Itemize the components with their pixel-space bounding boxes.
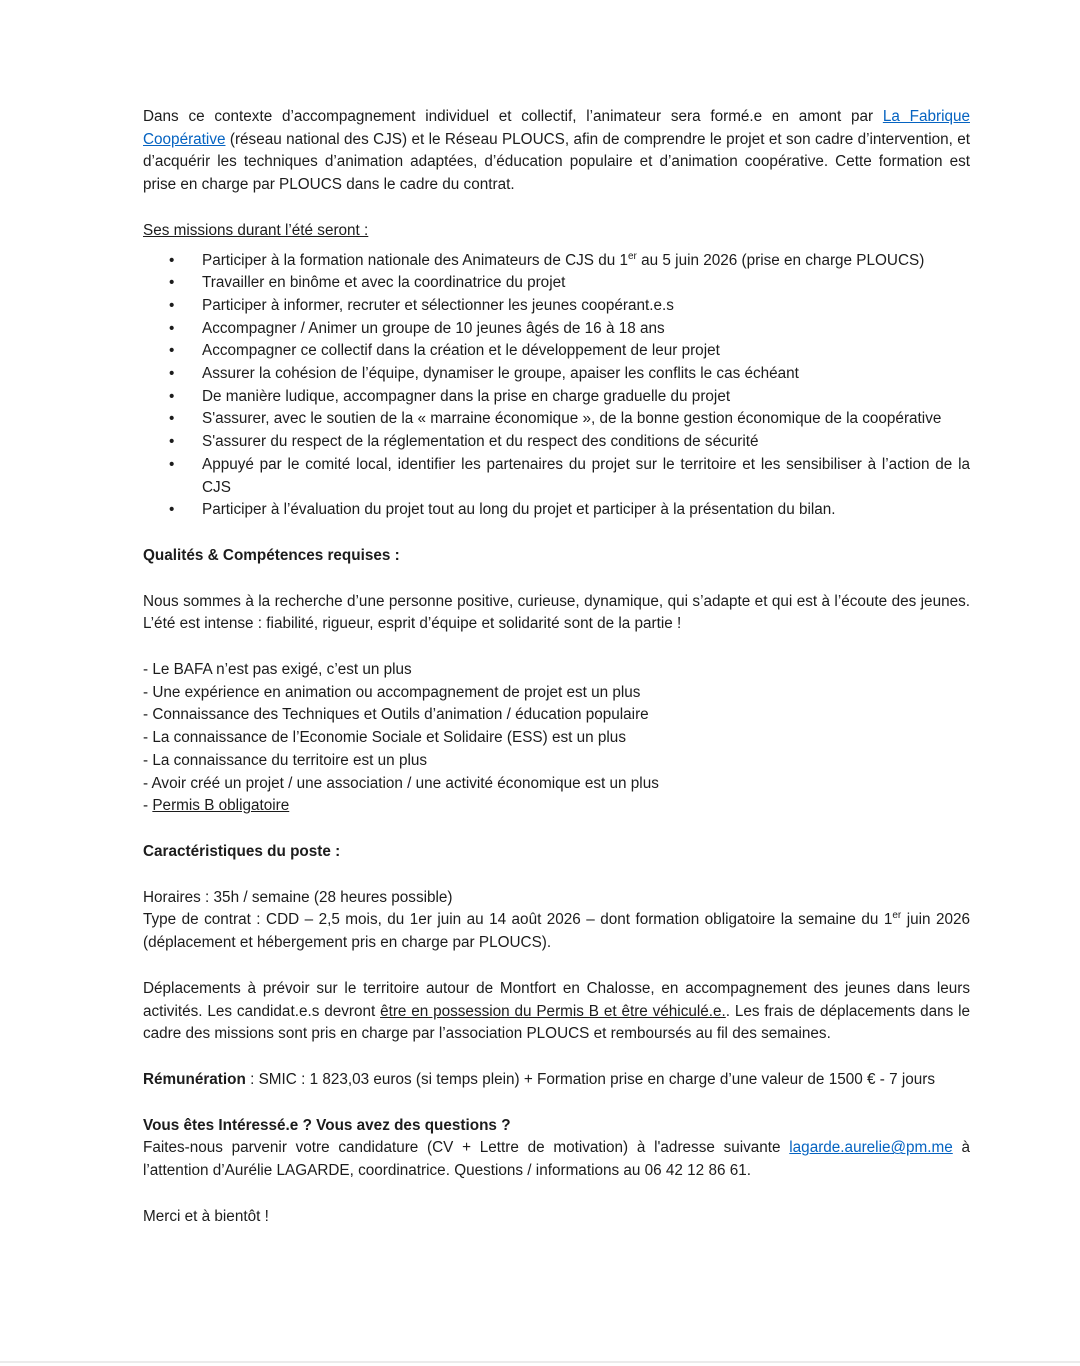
quality-item: - La connaissance du territoire est un plus: [143, 751, 428, 769]
ordinal-superscript: er: [628, 250, 637, 262]
post-details-block: [143, 887, 970, 955]
mission-item: • Participer à informer, recruter et sélectionner les jeunes coopérant.e.s: [202, 295, 970, 318]
remuneration-label: Rémunération: [143, 1070, 246, 1088]
mission-item: • Assurer la cohésion de l’équipe, dynamiser le groupe, apaiser les conflits le cas échéant: [202, 363, 970, 386]
quality-item: - Une expérience en animation ou accompagnement de projet est un plus: [143, 683, 641, 701]
deplacements-paragraph: [143, 978, 970, 1046]
mission-item: • S'assurer, avec le soutien de la « marraine économique », de la bonne gestion économique de la coopérative: [202, 408, 970, 431]
contact-text-before-email: Faites-nous parvenir votre candidature (CV + Lettre de motivation) à l'adresse suivante: [143, 1139, 790, 1157]
mission-item: [202, 250, 970, 273]
qualities-intro-paragraph: Nous sommes à la recherche d’une personne positive, curieuse, dynamique, qui s’adapte et qui est à l’écoute des jeunes. L’été est intense : fiabilité, rigueur, esprit d’équipe et solidarité sont de la partie !: [143, 592, 970, 633]
closing-line: Merci et à bientôt !: [143, 1207, 269, 1225]
email-link[interactable]: lagarde.aurelie@pm.me: [789, 1139, 953, 1157]
mission-item-text: Participer à la formation nationale des Animateurs de CJS du 1: [202, 251, 628, 269]
contrat-line: [143, 909, 970, 954]
mission-item: • S'assurer du respect de la réglementation et du respect des conditions de sécurité: [202, 431, 970, 454]
mission-item: • Accompagner ce collectif dans la création et le développement de leur projet: [202, 340, 970, 363]
quality-item: - La connaissance de l’Economie Sociale et Solidaire (ESS) est un plus: [143, 729, 626, 747]
quality-item: - Le BAFA n’est pas exigé, c’est un plus: [143, 661, 412, 679]
contact-text-after-email: à l’attention d’Aurélie LAGARDE, coordinatrice. Questions / informations au 06 42 12 86 61.: [143, 1139, 970, 1180]
intro-paragraph: [143, 106, 970, 197]
mission-item: • Accompagner / Animer un groupe de 10 jeunes âgés de 16 à 18 ans: [202, 318, 970, 341]
missions-heading: [143, 220, 970, 243]
deplacements-text-before: Déplacements à prévoir sur le territoire autour de Montfort en Chalosse, en accompagnement des jeunes dans leurs activités. Les candidat.e.s devront: [143, 979, 970, 1020]
mission-item: • Travailler en binôme et avec la coordinatrice du projet: [202, 272, 970, 295]
permis-prefix: -: [143, 797, 153, 815]
missions-heading-text: Ses missions durant l’été seront :: [143, 221, 369, 239]
contrat-text: Type de contrat : CDD – 2,5 mois, du 1er juin au 14 août 2026 – dont formation obligatoire la semaine du 1: [143, 911, 893, 929]
contact-heading: Vous êtes Intéressé.e ? Vous avez des questions ?: [143, 1116, 511, 1134]
mission-item: • De manière ludique, accompagner dans la prise en charge graduelle du projet: [202, 386, 970, 409]
ordinal-superscript: er: [892, 910, 902, 922]
contact-paragraph: [143, 1137, 970, 1182]
horaires-line: Horaires : 35h / semaine (28 heures possible): [143, 888, 453, 906]
missions-list: [143, 250, 970, 522]
deplacements-text-after: . Les frais de déplacements dans le cadre des missions sont pris en charge par l’association PLOUCS et remboursés au fil des semaines.: [143, 1002, 970, 1043]
quality-item: - Connaissance des Techniques et Outils d’animation / éducation populaire: [143, 706, 649, 724]
remuneration-paragraph: [143, 1069, 970, 1092]
contrat-text: juin 2026 (déplacement et hébergement pris en charge par PLOUCS).: [143, 911, 971, 952]
remuneration-text: : SMIC : 1 823,03 euros (si temps plein) + Formation prise en charge d’une valeur de 1500 € - 7 jours: [245, 1070, 935, 1088]
mission-item-text: au 5 juin 2026 (prise en charge PLOUCS): [636, 251, 925, 269]
post-characteristics-heading: Caractéristiques du poste :: [143, 842, 341, 860]
qualities-list: [143, 659, 970, 818]
la-fabrique-cooperative-link[interactable]: La Fabrique Coopérative: [143, 108, 970, 148]
quality-item-permis: [143, 795, 970, 818]
intro-text-after-link: (réseau national des CJS) et le Réseau PLOUCS, afin de comprendre le projet et son cadre d’intervention, et d’acquérir les techniques d’animation adaptées, d’éducation populaire et d’animation coopérative. Cette formation est prise en charge par PLOUCS dans le cadre du contrat.: [143, 130, 970, 194]
qualities-heading: Qualités & Compétences requises :: [143, 546, 400, 564]
intro-text-before-link: Dans ce contexte d’accompagnement individuel et collectif, l’animateur sera formé.e en amont par: [143, 108, 883, 125]
quality-item: - Avoir créé un projet / une association / une activité économique est un plus: [143, 774, 659, 792]
permis-underlined-text: Permis B obligatoire: [152, 797, 290, 815]
mission-item: • Appuyé par le comité local, identifier les partenaires du projet sur le territoire et les sensibiliser à l’action de la CJS: [202, 454, 970, 499]
mission-item: • Participer à l’évaluation du projet tout au long du projet et participer à la présentation du bilan.: [202, 499, 970, 522]
page-bottom-edge: [0, 1361, 1080, 1363]
permis-b-requirement-underlined: être en possession du Permis B et être véhiculé.e.: [380, 1002, 726, 1020]
